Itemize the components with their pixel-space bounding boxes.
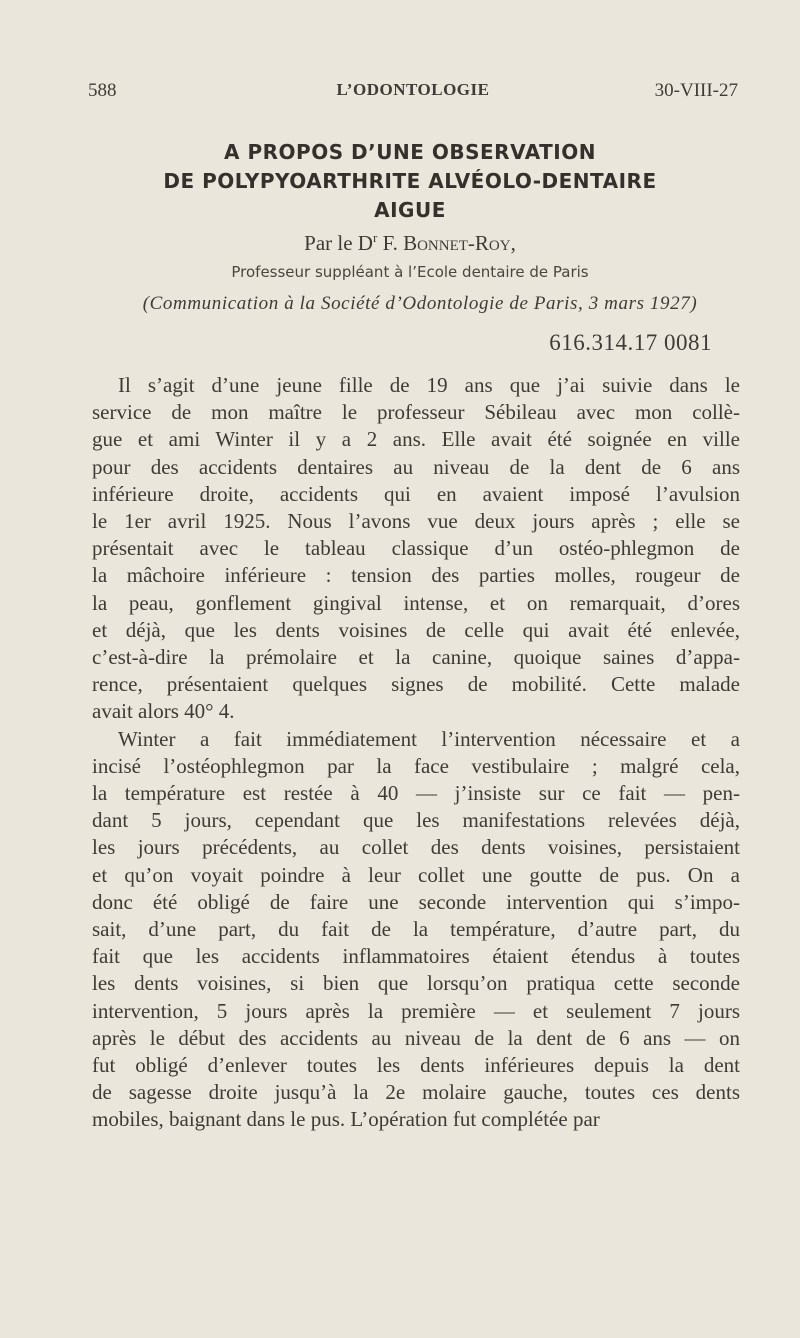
text-line: après le début des accidents au niveau de la dent de 6 ans — on [92,1025,740,1050]
text-line: sait, d’une part, du fait de la température, d’autre part, du [92,917,740,942]
issue-date: 30-VIII-27 [654,80,738,101]
byline-prefix: Par le D [304,231,373,255]
text-line: avait alors 40° 4. [92,699,235,724]
title-line-3: AIGUE [374,198,446,222]
title-line-2: DE POLYPYOARTHRITE ALVÉOLO-DENTAIRE [163,169,657,193]
journal-title: L’ODONTOLOGIE [336,80,490,99]
text-line: la mâchoire inférieure : tension des parties molles, rougeur de [92,563,740,588]
author-name: Bonnet-Roy, [403,231,516,255]
text-line: Winter a fait immédiatement l’intervention nécessaire et a [118,726,740,751]
text-line: de sagesse droite jusqu’à la 2e molaire gauche, toutes ces dents [92,1080,740,1105]
byline [80,230,740,256]
text-line: présentait avec le tableau classique d’un ostéo-phlegmon de [92,536,740,561]
text-line: dant 5 jours, cependant que les manifestations relevées déjà, [92,808,740,833]
article-body [92,372,740,1134]
text-line: le 1er avril 1925. Nous l’avons vue deux jours après ; elle se [92,509,740,534]
text-line: la peau, gonflement gingival intense, et on remarquait, d’ores [92,590,740,615]
page-number: 588 [88,80,117,101]
text-line: les dents voisines, si bien que lorsqu’on pratiqua cette seconde [92,971,740,996]
byline-title-sup: r [372,230,378,245]
author-initial: F. [382,231,398,255]
article-title [80,138,740,225]
text-line: inférieure droite, accidents qui en avaient imposé l’avulsion [92,481,740,506]
text-line: la température est restée à 40 — j’insiste sur ce fait — pen- [92,781,740,806]
text-line: intervention, 5 jours après la première — et seulement 7 jours [92,998,740,1023]
classification-number: 616.314.17 0081 [549,330,712,355]
text-line: gue et ami Winter il y a 2 ans. Elle avait été soignée en ville [92,427,740,452]
text-line: mobiles, baignant dans le pus. L’opération fut complétée par [92,1107,600,1132]
text-line: incisé l’ostéophlegmon par la face vestibulaire ; malgré cela, [92,753,740,778]
text-line: fut obligé d’enlever toutes les dents inférieures depuis la dent [92,1053,740,1078]
running-head [88,80,738,104]
text-line: donc été obligé de faire une seconde intervention qui s’impo- [92,889,740,914]
text-line: rence, présentaient quelques signes de mobilité. Cette malade [92,672,740,697]
text-line: c’est-à-dire la prémolaire et la canine, quoique saines d’appa- [92,645,740,670]
text-line: et déjà, que les dents voisines de celle qui avait été enlevée, [92,617,740,642]
text-line: pour des accidents dentaires au niveau de la dent de 6 ans [92,454,740,479]
affiliation: Professeur suppléant à l’Ecole dentaire de Paris [231,263,589,281]
text-line: service de mon maître le professeur Sébileau avec mon collè- [92,400,740,425]
text-line: fait que les accidents inflammatoires étaient étendus à toutes [92,944,740,969]
title-line-1: A PROPOS D’UNE OBSERVATION [224,140,596,164]
paragraph [92,726,740,1134]
text-line: et qu’on voyait poindre à leur collet une goutte de pus. On a [92,862,740,887]
paragraph [92,372,740,726]
text-line: les jours précédents, au collet des dents voisines, persistaient [92,835,740,860]
text-line: Il s’agit d’une jeune fille de 19 ans que j’ai suivie dans le [118,373,740,397]
communication-note: (Communication à la Société d’Odontologie de Paris, 3 mars 1927) [142,293,698,314]
